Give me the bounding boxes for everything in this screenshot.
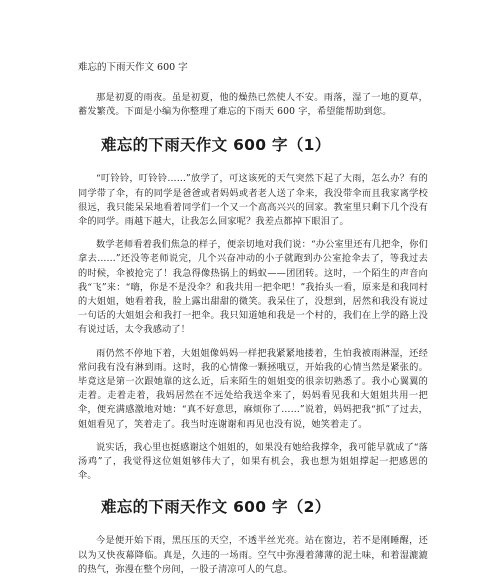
section-1-paragraph-2: 数学老师看着我们焦急的样子，便亲切地对我们说：“办公室里还有几把伞，你们拿去……”还没等老师说完，几个兴奋冲动的小子就跑到办公室抢伞去了，等我过去的时候，伞被抢完了！我急得像热锅上的蚂蚁——团团转。这时，一个陌生的声音向我“飞”来：“嗨，你是不是没伞？和我共用一把伞吧！”我抬头一看，原来是和我同村的大姐姐，她看着我，脸上露出甜甜的微笑。我呆住了，没想到，居然和我没有说过一句话的大姐姐会和我打一把伞。我只知道她和我是一个村的，我们在上学的路上没有说过话，太令我感动了！ — [78, 239, 428, 336]
intro-paragraph: 那是初夏的雨夜。虽是初夏，他的燥热已然使人不安。雨落，湿了一地的夏草，蓄发繁茂。下面是小编为你整理了难忘的下雨天 600 字，希望能帮助到您。 — [78, 92, 428, 118]
section-1-paragraph-4: 说实话，我心里也挺感谢这个姐姐的，如果没有她给我撑伞，我可能早就成了“落汤鸡”了，我觉得这位姐姐够伟大了，如果有机会，我也想为姐姐撑起一把感恩的伞。 — [78, 441, 428, 482]
section-heading-1: 难忘的下雨天作文 600 字（1） — [101, 136, 331, 155]
document-content — [78, 61, 428, 586]
section-2-paragraph-1: 今是便开始下雨，黑压压的天空，不透半丝光亮。站在窗边，若不是刚睡醒，还以为又快夜幕降临。真是，久违的一场雨。空气中弥漫着薄薄的泥土味，和着湿漉漉的热气，弥漫在整个房间，一股子清凉可人的气息。 — [78, 535, 428, 575]
document-title: 难忘的下雨天作文 600 字 — [78, 62, 188, 73]
section-1-paragraph-3: 雨仍然不停地下着，大姐姐像妈妈一样把我紧紧地搂着，生怕我被雨淋湿，还经常问我有没有淋到雨。这时，我的心情像一颗拯哦豆，开始我的心情当然是紧张的。毕竟这是第一次跟她靠的这么近，后来陌生的姐姐变的很亲切熟悉了。我小心翼翼的走着。走着走着，我妈居然在不远处给我送伞来了，妈妈看见我和大姐姐共用一把伞，便充满感激地对她：“真不好意思，麻烦你了……”说着，妈妈把我“抓”了过去，姐姐看见了，笑着走了。我当时连谢谢和再见也没有说，她笑着走了。 — [78, 347, 428, 430]
section-heading-2: 难忘的下雨天作文 600 字（2） — [101, 498, 331, 517]
section-1-paragraph-1: “叮铃铃，叮铃铃……”放学了，可这该死的天气突然下起了大雨，怎么办？有的同学带了伞，有的同学是爸爸或者妈妈或者老人送了伞来，我没带伞而且我家离学校很远，我只能呆呆地看着同学们一个又一个高高兴兴的回家。教室里只剩下几个没有伞的同学。雨越下越大，让我怎么回家呢？我差点都掉下眼泪了。 — [78, 173, 428, 228]
